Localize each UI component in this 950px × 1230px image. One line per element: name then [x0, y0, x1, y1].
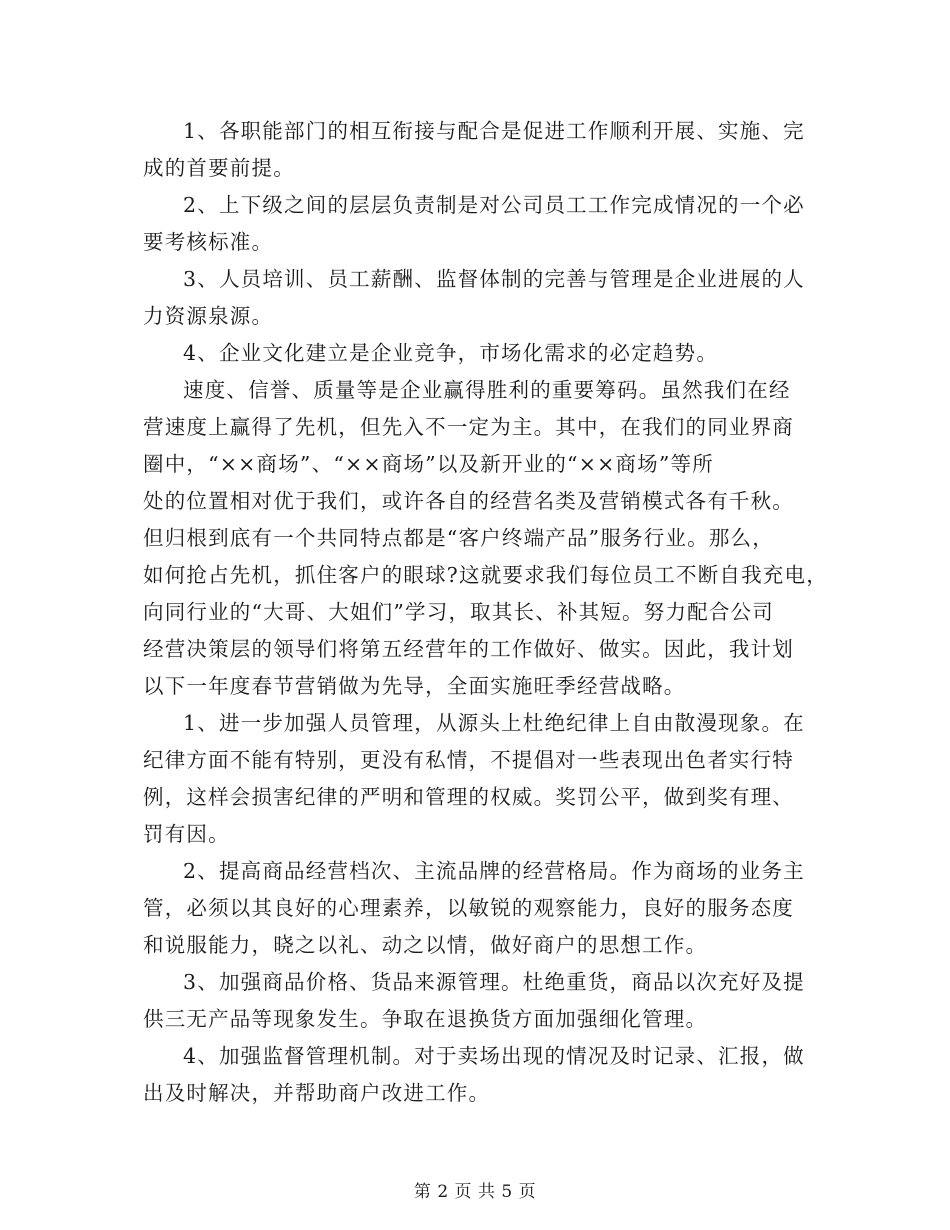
text-line: 向同行业的“大哥、大姐们”学习，取其长、补其短。努力配合公司 — [143, 600, 774, 624]
text-line: 但归根到底有一个共同特点都是“客户终端产品”服务行业。那么， — [143, 526, 774, 550]
text-line: 2、提高商品经营档次、主流品牌的经营格局。作为商场的业务主 — [183, 859, 805, 883]
text-line: 营速度上赢得了先机，但先入不一定为主。其中，在我们的同业界商 — [143, 415, 794, 439]
text-line: 4、企业文化建立是企业竞争，市场化需求的必定趋势。 — [183, 341, 719, 365]
text-line: 如何抢占先机，抓住客户的眼球?这就要求我们每位员工不断自我充电， — [143, 563, 828, 587]
text-line: 3、加强商品价格、货品来源管理。杜绝重货，商品以次充好及提 — [183, 970, 805, 994]
text-line: 力资源泉源。 — [143, 304, 274, 328]
text-line: 圈中，“××商场”、“××商场”以及新开业的“××商场”等所 — [143, 452, 714, 476]
text-line: 例，这样会损害纪律的严明和管理的权威。奖罚公平，做到奖有理、 — [143, 785, 794, 809]
text-line: 成的首要前提。 — [143, 156, 295, 180]
text-line: 罚有因。 — [143, 822, 230, 846]
text-line: 出及时解决，并帮助商户改进工作。 — [143, 1081, 491, 1105]
footer-prefix: 第 — [413, 1182, 432, 1202]
text-line: 1、进一步加强人员管理，从源头上杜绝纪律上自由散漫现象。在 — [183, 711, 805, 735]
page-footer — [0, 1177, 950, 1202]
text-line: 1、各职能部门的相互衔接与配合是促进工作顺利开展、实施、完 — [183, 119, 805, 143]
text-line: 纪律方面不能有特别，更没有私情，不提倡对一些表现出色者实行特 — [143, 748, 794, 772]
text-line: 管，必须以其良好的心理素养，以敏锐的观察能力，良好的服务态度 — [143, 896, 794, 920]
text-line: 3、人员培训、员工薪酬、监督体制的完善与管理是企业进展的人 — [183, 267, 805, 291]
footer-suffix: 页 — [518, 1182, 537, 1202]
text-line: 速度、信誉、质量等是企业赢得胜利的重要筹码。虽然我们在经 — [183, 378, 791, 402]
text-line: 以下一年度春节营销做为先导，全面实施旺季经营战略。 — [143, 674, 686, 698]
text-line: 要考核标准。 — [143, 230, 274, 254]
text-line: 处的位置相对优于我们，或许各自的经营名类及营销模式各有千秋。 — [143, 489, 794, 513]
text-line: 经营决策层的领导们将第五经营年的工作做好、做实。因此，我计划 — [143, 637, 794, 661]
text-line: 和说服能力，晓之以礼、动之以情，做好商户的思想工作。 — [143, 933, 708, 957]
text-line: 2、上下级之间的层层负责制是对公司员工工作完成情况的一个必 — [183, 193, 805, 217]
footer-middle: 页 共 — [454, 1182, 496, 1202]
text-line: 4、加强监督管理机制。对于卖场出现的情况及时记录、汇报，做 — [183, 1044, 805, 1068]
footer-total-pages: 5 — [501, 1182, 513, 1202]
footer-page-number: 2 — [437, 1182, 449, 1202]
text-line: 供三无产品等现象发生。争取在退换货方面加强细化管理。 — [143, 1007, 708, 1031]
